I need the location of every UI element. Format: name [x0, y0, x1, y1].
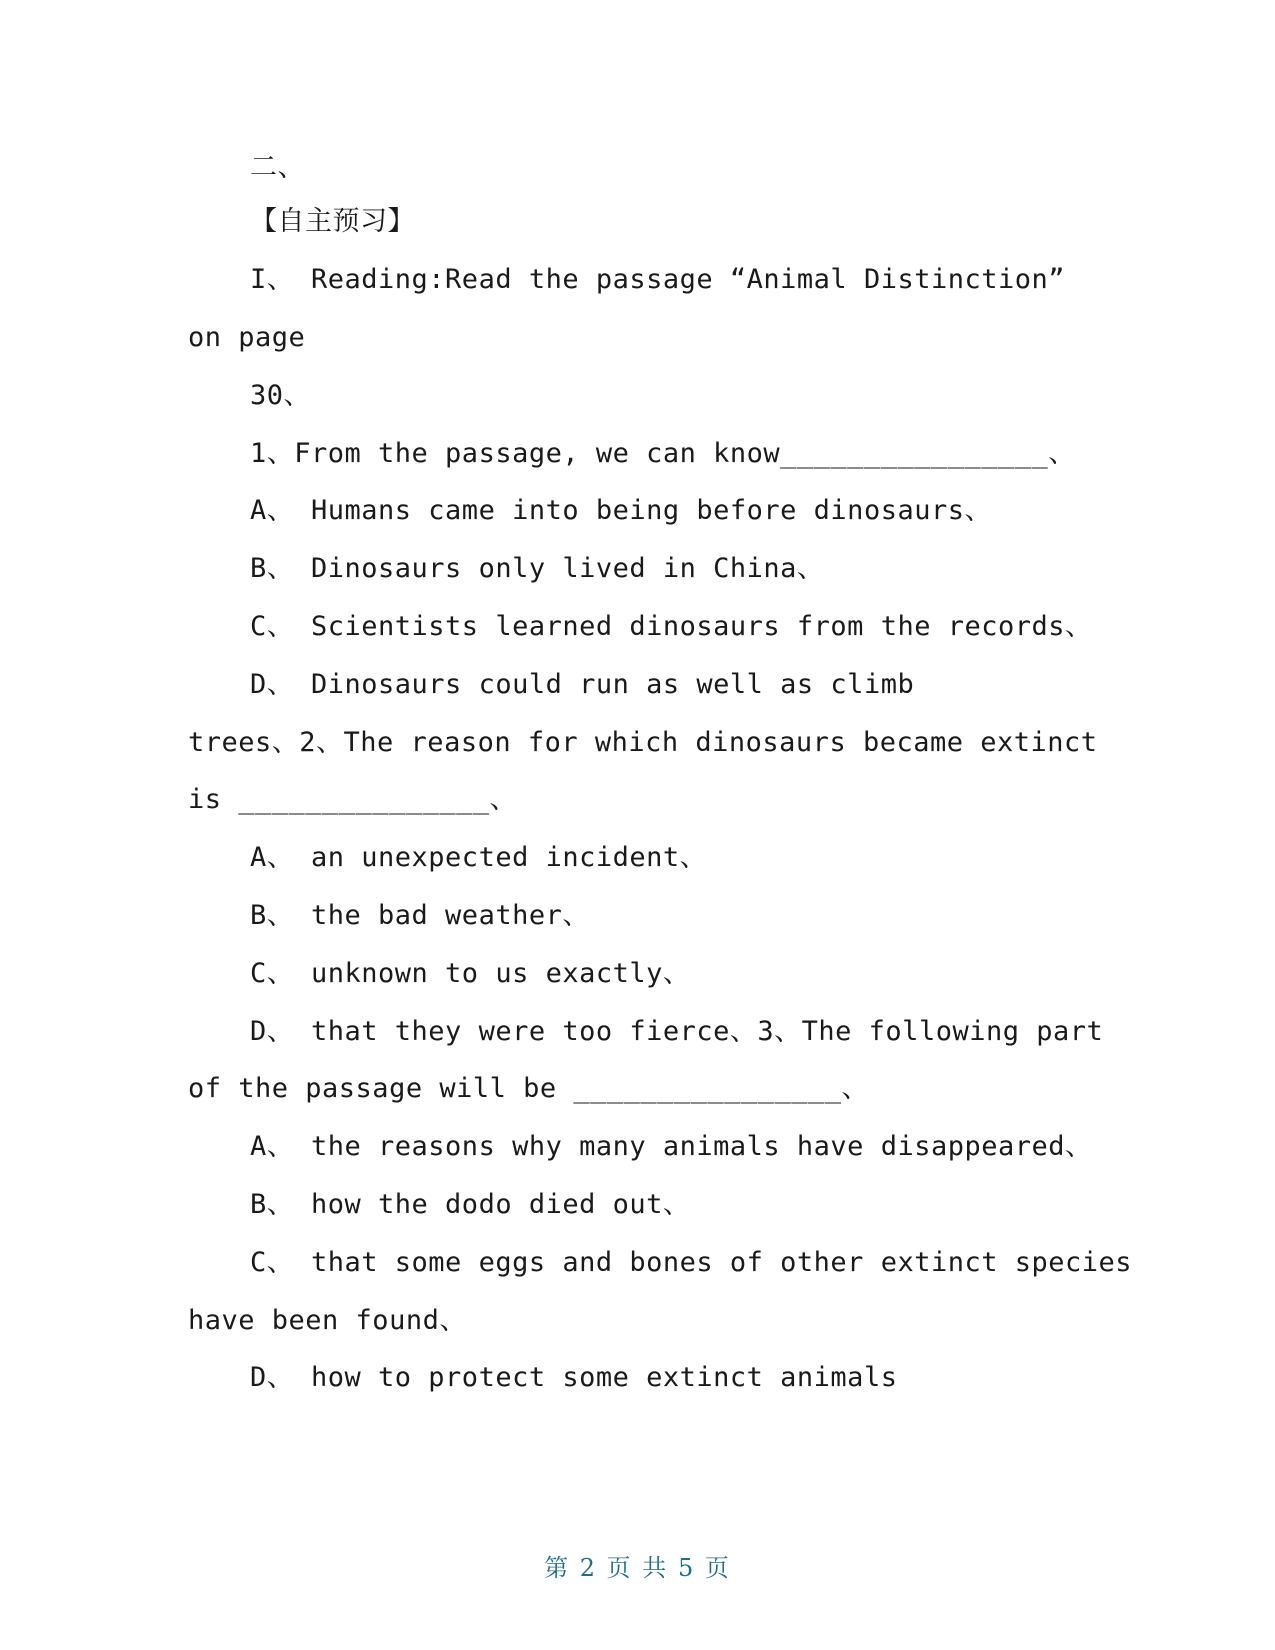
section-number: 二、 [250, 152, 305, 183]
question-3-option-d: D、 how to protect some extinct animals [250, 1362, 898, 1393]
question-1: 1、From the passage, we can know________________、 [250, 438, 1076, 469]
question-3-option-c: C、 that some eggs and bones of other extinct species [250, 1247, 1133, 1278]
question-3-option-a: A、 the reasons why many animals have disappeared、 [250, 1131, 1093, 1162]
section-heading: 【自主预习】 [250, 206, 415, 237]
question-3: of the passage will be ________________、 [188, 1073, 869, 1104]
page-footer: 第 2 页 共 5 页 [544, 1554, 731, 1582]
question-1-option-c: C、 Scientists learned dinosaurs from the records、 [250, 611, 1093, 642]
question-1-option-b: B、 Dinosaurs only lived in China、 [250, 553, 825, 584]
question-1-option-a: A、 Humans came into being before dinosaurs、 [250, 495, 992, 526]
question-2-option-b: B、 the bad weather、 [250, 900, 590, 931]
question-2-option-a: A、 an unexpected incident、 [250, 842, 708, 873]
question-2-option-c: C、 unknown to us exactly、 [250, 958, 691, 989]
reading-instruction: I、 Reading:Read the passage “Animal Distinction” [250, 264, 1066, 295]
question-2-continued: is _______________、 [188, 784, 518, 815]
question-1-option-d: D、 Dinosaurs could run as well as climb [250, 669, 915, 700]
question-2: trees、2、The reason for which dinosaurs became extinct [188, 727, 1098, 758]
question-3-option-b: B、 how the dodo died out、 [250, 1189, 691, 1220]
page-number-reference: 30、 [250, 380, 312, 411]
question-3-option-c-continued: have been found、 [188, 1305, 467, 1336]
reading-instruction-continued: on page [188, 322, 306, 353]
question-2-option-d: D、 that they were too fierce、3、The following part [250, 1016, 1104, 1047]
